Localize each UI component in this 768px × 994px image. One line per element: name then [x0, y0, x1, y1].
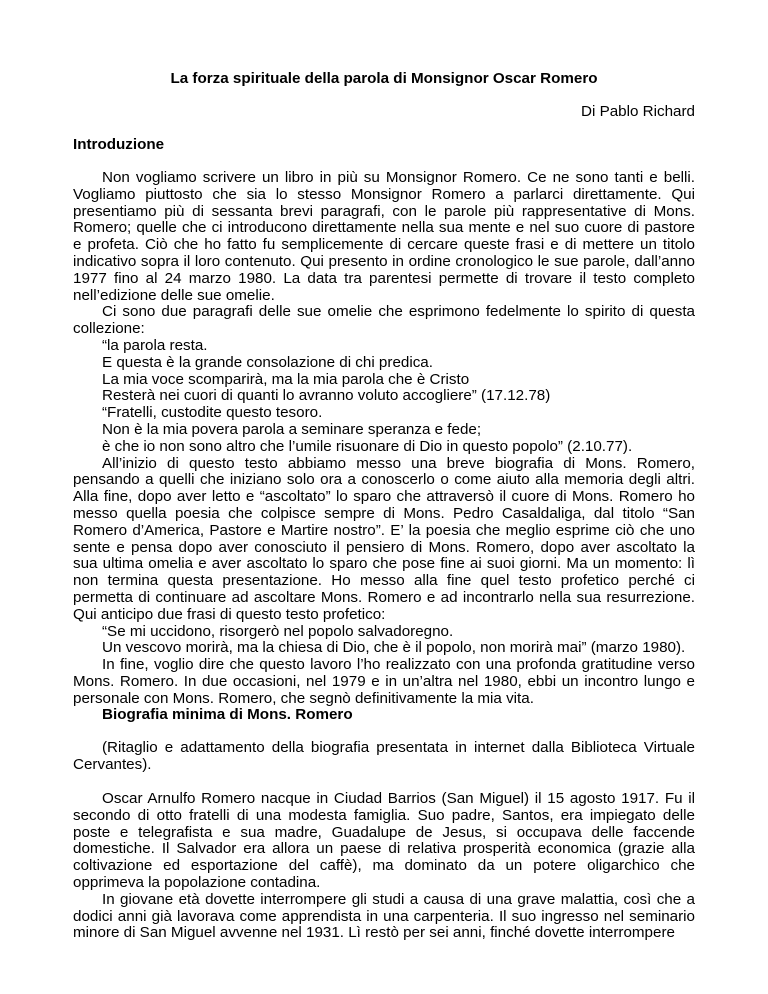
- bio-section: [73, 791, 695, 942]
- intro-section: [73, 170, 695, 708]
- intro-paragraph-3: All’inizio di questo testo abbiamo messo una breve biografia di Mons. Romero, pensando a quelli che iniziano solo ora a conoscerlo o come aiuto alla memoria degli altri. Alla fine, dopo aver letto e “ascoltato” lo sparo che attraversò il cuore di Mons. Romero ho messo quella poesia che colpisce sempre di Mons. Pedro Casaldaliga, dal titolo “San Romero d’America, Pastore e Martire nostro”. E’ la poesia che meglio esprime ciò che uno sente e pensa dopo aver conosciuto il pensiero di Mons. Romero, dopo aver ascoltato la sua ultima omelia e aver ascoltato lo sparo che pose fine ai suoi giorni. Ma un momento: lì non termina questa presentazione. Ho messo alla fine quel testo profetico perché ci permetta di continuare ad ascoltare Mons. Romero e ad incontrarlo nella sua resurrezione. Qui anticipo due frasi di questo testo profetico:: [73, 454, 695, 623]
- quote-line: “la parola resta.: [102, 336, 208, 354]
- quote-line: “Fratelli, custodite questo tesoro.: [102, 404, 323, 422]
- bio-note-block: [73, 740, 695, 774]
- intro-paragraph-1: Non vogliamo scrivere un libro in più su Monsignor Romero. Ce ne sono tanti e belli. Vogliamo piuttosto che sia lo stesso Monsignor Romero a parlarci direttamente. Qui presentiamo più di sessanta brevi paragrafi, con le parole più rappresentative di Mons. Romero; quelle che ci introducono direttamente nella sua mente e nel suo cuore di pastore e profeta. Ciò che ho fatto fu semplicemente di cercare queste frasi e di mettere un titolo indicativo sopra il loro contenuto. Qui presento in ordine cronologico le sue parole, dall’anno 1977 fino al 24 marzo 1980. La data tra parentesi permette di trovare il testo completo nell’edizione delle sue omelie.: [73, 169, 695, 304]
- quote-line: è che io non sono altro che l’umile risuonare di Dio in questo popolo” (2.10.77).: [102, 437, 633, 455]
- document-title: La forza spirituale della parola di Monsignor Oscar Romero: [170, 70, 598, 87]
- quote-line: E questa è la grande consolazione di chi predica.: [102, 353, 433, 371]
- intro-paragraph-4: In fine, voglio dire che questo lavoro l’ho realizzato con una profonda gratitudine verso Mons. Romero. In due occasioni, nel 1979 e in un’altra nel 1980, ebbi un incontro lungo e personale con Mons. Romero, che segnò definitivamente la mia vita.: [73, 656, 695, 707]
- quote-line: Resterà nei cuori di quanti lo avranno voluto accogliere” (17.12.78): [102, 387, 551, 405]
- bio-paragraph-2: In giovane età dovette interrompere gli studi a causa di una grave malattia, così che a dodici anni già lavorava come apprendista in una carpenteria. Il suo ingresso nel seminario minore di San Miguel avvenne nel 1931. Lì restò per sei anni, finché dovette interrompere: [73, 890, 695, 942]
- quote-line: Un vescovo morirà, ma la chiesa di Dio, che è il popolo, non morirà mai” (marzo 1980).: [102, 639, 686, 657]
- section-heading-biografia: Biografia minima di Mons. Romero: [102, 706, 353, 723]
- quote-line: La mia voce scomparirà, ma la mia parola che è Cristo: [102, 370, 470, 388]
- quote-line: “Se mi uccidono, risorgerò nel popolo salvadoregno.: [102, 622, 454, 640]
- author-line: Di Pablo Richard: [581, 103, 695, 120]
- section-heading-introduzione: Introduzione: [73, 136, 165, 153]
- quote-line: Non è la mia povera parola a seminare speranza e fede;: [102, 420, 482, 438]
- bio-note: (Ritaglio e adattamento della biografia presentata in internet dalla Biblioteca Virtuale Cervantes).: [73, 739, 695, 773]
- intro-paragraph-2: Ci sono due paragrafi delle sue omelie che esprimono fedelmente lo spirito di questa collezione:: [73, 303, 695, 338]
- bio-paragraph-1: Oscar Arnulfo Romero nacque in Ciudad Barrios (San Miguel) il 15 agosto 1917. Fu il secondo di otto fratelli di una modesta famiglia. Suo padre, Santos, era impiegato delle poste e telegrafista e sua madre, Guadalupe de Jesus, si occupava delle faccende domestiche. Il Salvador era allora un paese di relativa prosperità economica (grazie alla coltivazione ed esportazione del caffè), ma dominato da un potere oligarchico che opprimeva la popolazione contadina.: [73, 790, 695, 891]
